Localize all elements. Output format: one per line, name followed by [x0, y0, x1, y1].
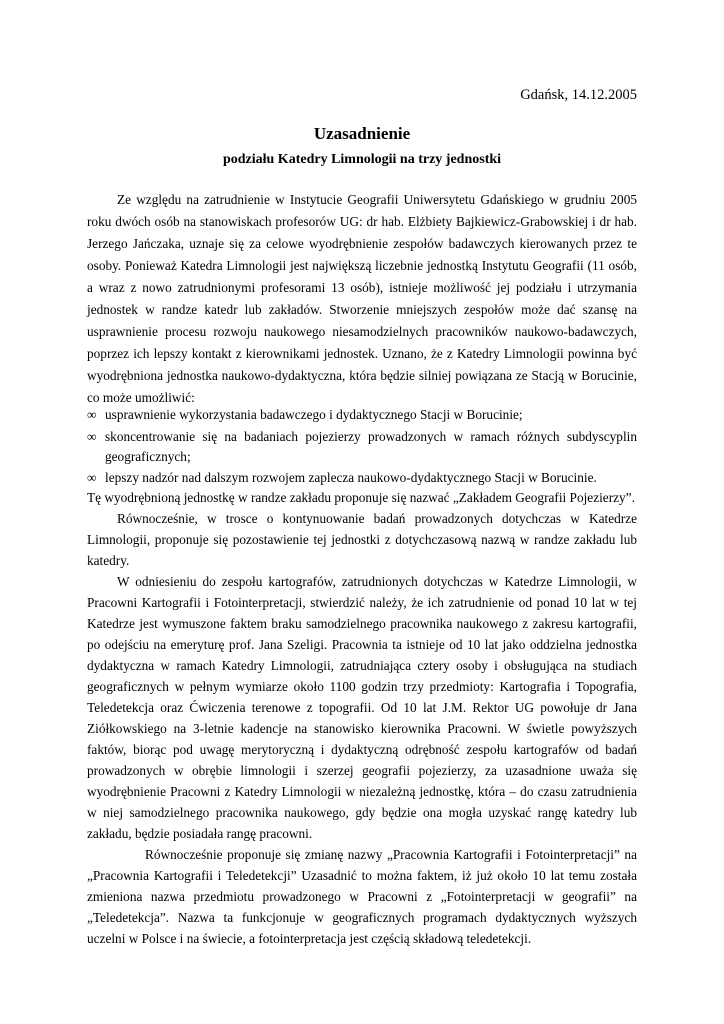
text-line: roku dwóch osób na stanowiskach profesorów UG: dr hab. Elżbiety Bajkiewicz-Grabowskiej i dr hab. — [87, 214, 637, 229]
text-line: poprzez ich lepszy kontakt z kierownikami jednostek. Uznano, że z Katedry Limnologii powinna być — [87, 346, 637, 361]
text-line: Ziółkowskiego na 3-letnie kadencje na stanowisko kierownika Pracowni. W świetle powyższych — [87, 721, 637, 736]
text-line: wyodrębniona jednostka naukowo-dydaktyczna, która będzie silniej powiązana ze Stacją w Borucinie, — [87, 368, 637, 383]
text-line: prowadzonych w obrębie limnologii i szerzej geografii pojezierzy, za uzasadnione uważa się — [87, 763, 637, 778]
text-line: „Teledetekcja”. Nazwa ta funkcjonuje w geograficznych programach dydaktycznych wyższych — [87, 910, 637, 925]
text-line: wyodrębnienie Pracowni z Katedry Limnologii w niezależną jednostkę, która – do czasu zatrudnienia — [87, 784, 637, 799]
bullet-item: usprawnienie wykorzystania badawczego i dydaktycznego Stacji w Borucinie; — [105, 407, 523, 422]
text-line: Równocześnie, w trosce o kontynuowanie badań prowadzonych dotychczas w Katedrze — [117, 511, 637, 526]
document-date: Gdańsk, 14.12.2005 — [520, 87, 637, 103]
text-line: usprawnienie procesu rozwoju naukowego niesamodzielnych pracowników naukowo-badawczych, — [87, 324, 637, 339]
text-line: Teledetekcja oraz Ćwiczenia terenowe z topografii. Od 10 lat J.M. Rektor UG powołuje dr Jana — [87, 700, 637, 715]
text-line: „Pracownia Kartografii i Teledetekcji” Uzasadnić to można faktem, iż już około 10 lat temu została — [87, 868, 637, 883]
document-title: Uzasadnienie — [313, 124, 411, 143]
text-line: Równocześnie proponuje się zmianę nazwy „Pracownia Kartografii i Fotointerpretacji” na — [145, 847, 637, 862]
text-line: zakładu, będzie posiadała rangę pracowni. — [87, 826, 313, 841]
text-line: Jerzego Jańczaka, uznaje się za celowe wyodrębnienie zespołów badawczych kierowanych przez te — [87, 236, 637, 251]
document-subtitle: podziału Katedry Limnologii na trzy jednostki — [222, 152, 502, 167]
text-line: Pracowni Kartografii i Fotointerpretacji, stwierdzić należy, że ich zatrudnienie od ponad 10 lat w tej — [87, 595, 637, 610]
text-line: uczelni w Polsce i na świecie, a fotointerpretacja jest częścią składową teledetekcji. — [87, 931, 532, 946]
infinity-bullet-icon: ∞ — [87, 470, 97, 485]
text-line: Katedrze jest wymuszone faktem braku samodzielnego pracownika naukowego z zakresu kartografii, — [87, 616, 637, 631]
text-line: co może umożliwić: — [87, 390, 195, 405]
text-line: a wraz z nowo zatrudnionymi profesorami 13 osób), istnieje możliwość jej podziału i utrzymania — [87, 280, 637, 295]
text-line: osoby. Ponieważ Katedra Limnologii jest największą liczebnie jednostką Instytutu Geografii (11 osób, — [87, 258, 637, 273]
text-line: Tę wyodrębnioną jednostkę w randze zakładu proponuje się nazwać „Zakładem Geografii Pojezierzy”. — [87, 490, 635, 505]
text-line: faktów, biorąc pod uwagę merytoryczną i dydaktyczną odrębność zespołu kartografów od badań — [87, 742, 637, 757]
text-line: Limnologii, proponuje się pozostawienie tej jednostki z dotychczasową nazwą w randze zakładu lub — [87, 532, 637, 547]
infinity-bullet-icon: ∞ — [87, 407, 97, 422]
text-line: zmieniona nazwa przedmiotu prowadzonego w Pracowni z „Fotointerpretacji w geografii” na — [87, 889, 637, 904]
text-line: geograficznych w pełnym wymiarze około 1100 godzin trzy przedmioty: Kartografia i Topografia, — [87, 679, 637, 694]
text-line: W odniesieniu do zespołu kartografów, zatrudnionych dotychczas w Katedrze Limnologii, w — [117, 574, 637, 589]
infinity-bullet-icon: ∞ — [87, 429, 97, 444]
text-line: jednostek w randze katedr lub zakładów. Stworzenie mniejszych zespołów może dać szansę na — [87, 302, 637, 317]
bullet-item: lepszy nadzór nad dalszym rozwojem zaplecza naukowo-dydaktycznego Stacji w Borucinie. — [105, 470, 597, 485]
text-line: po odejściu na emeryturę prof. Jana Szeligi. Pracownia ta istnieje od 10 lat jako oddzielna jednostka — [87, 637, 637, 652]
bullet-item: skoncentrowanie się na badaniach pojezierzy prowadzonych w ramach różnych subdyscyplin — [105, 429, 637, 444]
text-line: w niej samodzielnego pracownika naukowego, gdy będzie ona mogła uzyskać rangę katedry lub — [87, 805, 637, 820]
text-line: dydaktyczna w ramach Katedry Limnologii, zatrudniająca cztery osoby i obsługująca na studiach — [87, 658, 637, 673]
bullet-item-continuation: geograficznych; — [105, 449, 191, 464]
text-line: Ze względu na zatrudnienie w Instytucie Geografii Uniwersytetu Gdańskiego w grudniu 2005 — [117, 192, 637, 207]
text-line: katedry. — [87, 553, 130, 568]
